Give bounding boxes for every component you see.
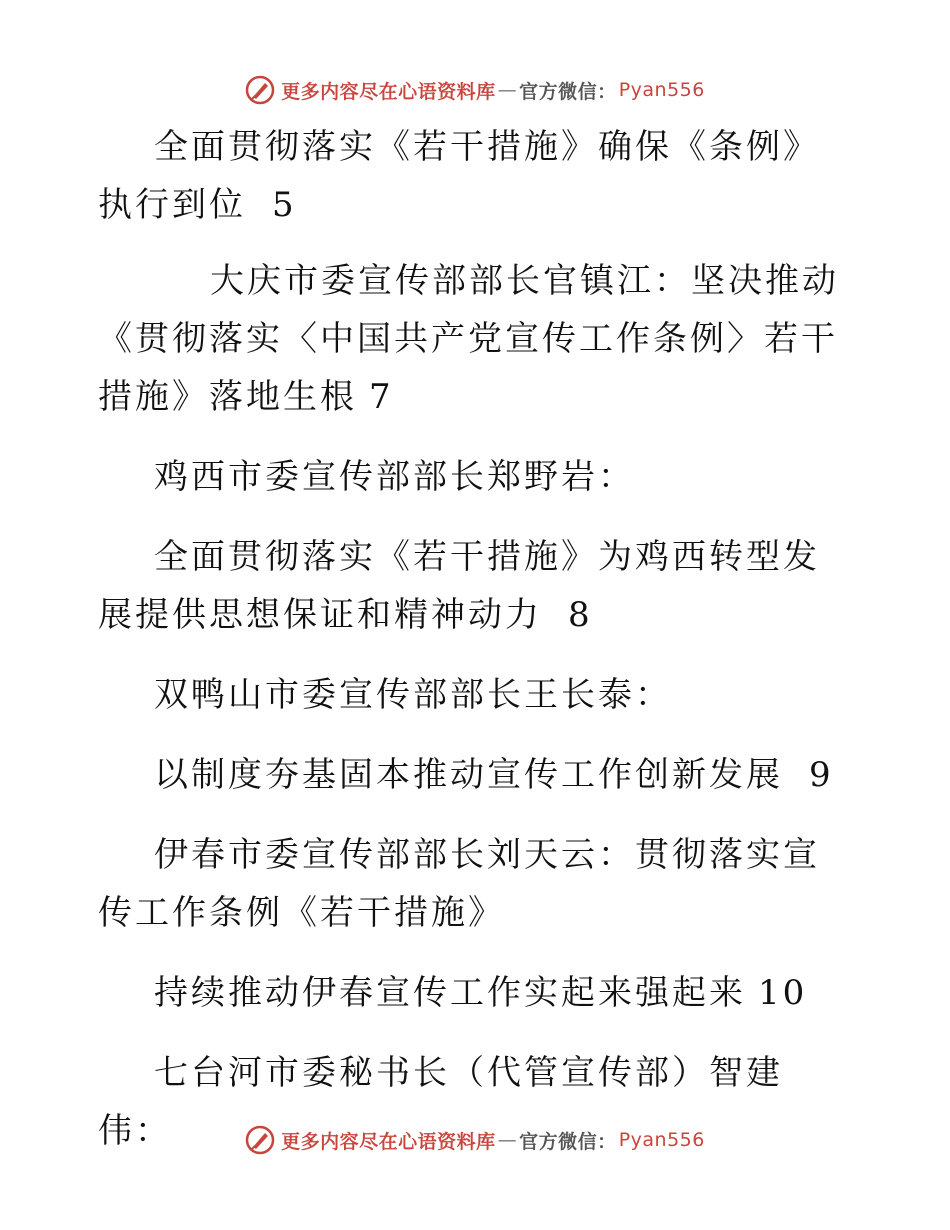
toc-entry [98,448,850,506]
toc-entry [98,118,850,234]
quill-logo-icon [245,75,275,105]
toc-entry-title: 大庆市委宣传部部长官镇江：坚决推动《贯彻落实〈中国共产党宣传工作条例〉若干措施》落地生根 [98,261,839,417]
toc-entry-title: 以制度夯基固本推动宣传工作创新发展 [154,755,783,795]
toc-entry-title: 伊春市委宣传部部长刘天云：贯彻落实宣传工作条例《若干措施》 [98,835,820,933]
toc-entry [98,826,850,942]
banner-wechat-id: Pyan556 [618,1129,705,1151]
footer-banner [0,1120,950,1160]
toc-entry-title: 持续推动伊春宣传工作实起来强起来 [154,973,746,1013]
toc-entry [98,746,850,804]
toc-page-number: 9 [809,755,834,795]
banner-separator: — [497,1129,518,1151]
toc-page-number: 7 [369,377,394,417]
banner-text: 更多内容尽在心语资料库 [281,80,496,103]
toc-entry-title: 鸡西市委宣传部部长郑野岩： [154,457,635,497]
toc-entry [98,666,850,724]
toc-page-number: 10 [758,973,808,1013]
banner-text: 更多内容尽在心语资料库 [281,1130,496,1153]
toc-page-number: 8 [568,595,593,635]
toc-entry-title: 七台河市委秘书长（代管宣传部）智建伟： [98,1053,783,1151]
toc-page-number: 5 [272,185,297,225]
table-of-contents [98,118,850,1160]
header-banner [0,70,950,110]
banner-separator: — [497,79,518,101]
toc-entry [98,964,850,1022]
toc-entry [98,528,850,644]
toc-entry [98,252,850,426]
banner-wechat-id: Pyan556 [618,79,705,101]
quill-logo-icon [245,1125,275,1155]
banner-wechat-label: 官方微信： [519,80,617,103]
toc-entry-title: 全面贯彻落实《若干措施》为鸡西转型发展提供思想保证和精神动力 [98,537,820,635]
toc-entry-title: 双鸭山市委宣传部部长王长泰： [154,675,672,715]
banner-wechat-label: 官方微信： [519,1130,617,1153]
toc-entry-title: 全面贯彻落实《若干措施》确保《条例》执行到位 [98,127,820,225]
